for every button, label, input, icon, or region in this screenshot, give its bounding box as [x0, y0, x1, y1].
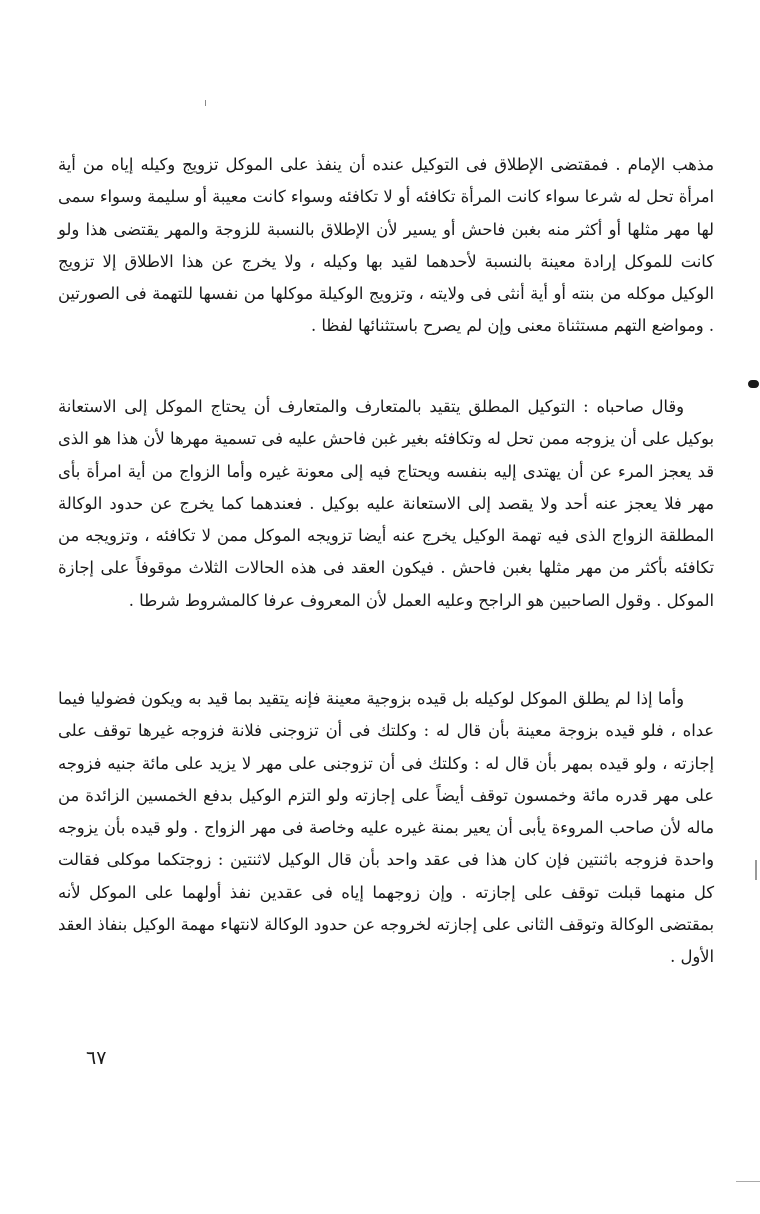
scan-mark: [736, 1181, 760, 1182]
paragraph-3: [58, 683, 714, 974]
paragraph-text: وقال صاحباه : التوكيل المطلق يتقيد بالمتعارف والمتعارف أن يحتاج الموكل إلى الاستعانة بوكيل على أن يزوجه ممن تحل له وتكافئه بغير غبن فاحش عليه فى تسمية مهرها لأن هذا هو الذى قد يعجز المرء عن أن يهتدى إليه بنفسه ويحتاج فيه إلى معونة غيره وأما الزواج من أية امرأة بأى مهر فلا يعجز عنه أحد ولا يقصد إلى الاستعانة عليه بوكيل . فعندهما كما يخرج عن حدود الوكالة المطلقة الزواج الذى فيه تهمة الوكيل يخرج عنه أيضا تزويجه الموكل ممن لا تكافئه ، وتزويجه من تكافئه بأكثر من مهر مثلها بغبن فاحش . فيكون العقد فى هذه الحالات الثلاث موقوفاً على إجازة الموكل . وقول الصاحبين هو الراجح وعليه العمل لأن المعروف عرفا كالمشروط شرطا .: [58, 397, 714, 610]
paragraph-1: [58, 149, 714, 343]
paragraph-text: وأما إذا لم يطلق الموكل لوكيله بل قيده بزوجية معينة فإنه يتقيد بما قيد به ويكون فضوليا فيما عداه ، فلو قيده بزوجة معينة بأن قال له : وكلتك فى أن تزوجنى فلانة فزوجه غيرها توقف على إجازته ، ولو قيده بمهر بأن قال له : وكلتك فى أن تزوجنى على مهر لا يزيد على مائة جنيه فزوجه على مهر قدره مائة وخمسون توقف أيضاً على إجازته ولو التزم الوكيل بدفع الخمسين الزائدة من ماله لأن صاحب المروءة يأبى أن يعير بمنة غيره عليه وخاصة فى مهر الزواج . ولو قيده بأن يزوجه واحدة فزوجه باثنتين فإن كان هذا فى عقد واحد بأن قال الوكيل لاثنتين : زوجتكما موكلى فقالت كل منهما قبلت توقف على إجازته . وإن زوجهما إياه فى عقدين نفذ أولهما على الموكل لأنه بمقتضى الوكالة وتوقف الثانى على إجازته لخروجه عن حدود الوكالة لانتهاء مهمة الوكيل بنفاذ العقد الأول .: [58, 689, 714, 967]
paragraph-2: [58, 391, 714, 617]
scan-mark: [755, 860, 757, 880]
page-number: ٦٧: [86, 1047, 107, 1069]
ink-blot: [748, 380, 759, 388]
scan-mark: [205, 100, 206, 106]
paragraph-text: مذهب الإمام . فمقتضى الإطلاق فى التوكيل عنده أن ينفذ على الموكل تزويج وكيله إياه من أية امرأة تحل له شرعا سواء كانت المرأة تكافئه أو لا تكافئه وسواء كانت معيبة أو سليمة وسواء سمى لها مهر مثلها أو أكثر منه بغبن فاحش أو يسير لأن الإطلاق بالنسبة للزوجة والمهر يقتضى هذا ولو كانت للموكل إرادة معينة بالنسبة لأحدهما لقيد بها وكيله ، ولا يخرج عن هذا الاطلاق إلا تزويج الوكيل موكله من بنته أو أية أنثى فى ولايته ، وتزويج الوكيلة موكلها من نفسها للتهمة فى الصورتين . ومواضع التهم مستثناة معنى وإن لم يصرح باستثنائها لفظا .: [58, 155, 714, 336]
